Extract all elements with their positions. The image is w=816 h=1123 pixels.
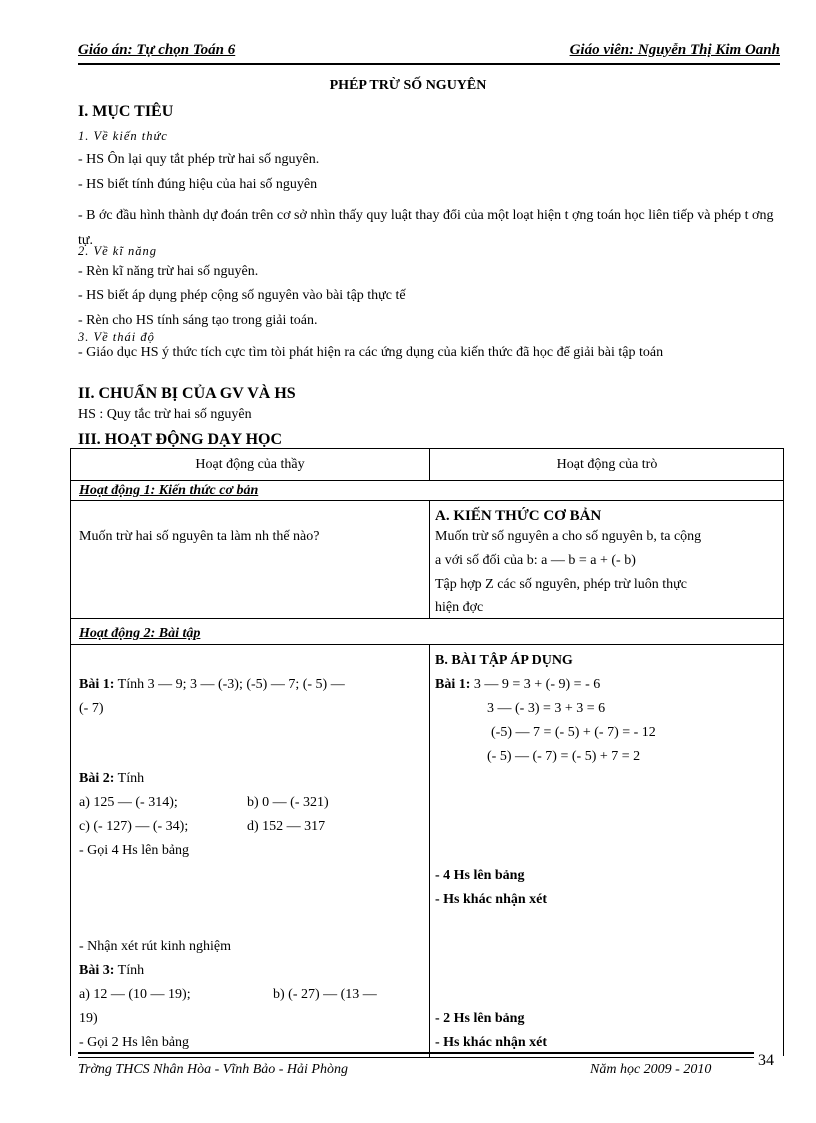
bai2-question (79, 771, 144, 787)
bai2-a: a) 125 — (- 314); (79, 795, 178, 810)
header-left: Giáo án: Tự chọn Toán 6 (78, 42, 236, 58)
knowledge-line-2: - HS biết tính đúng hiệu của hai số nguyên (78, 177, 318, 192)
bai1-label: Bài 1: (79, 677, 115, 692)
activity-1-label: Hoạt động 1: Kiến thức cơ bản (79, 483, 259, 498)
act1-student-line-2: a với số đối của b: a — b = a + (- b) (435, 553, 636, 568)
bai1-ans-label: Bài 1: (435, 677, 471, 692)
act1-student-title: A. KIẾN THỨC CƠ BẢN (435, 508, 602, 524)
footer-rule-thin (78, 1057, 754, 1058)
page-number: 34 (758, 1052, 774, 1069)
section-2-line: HS : Quy tắc trừ hai số nguyên (78, 407, 252, 422)
row-divider (71, 500, 783, 501)
bai2-review: - Nhận xét rút kinh nghiệm (79, 939, 232, 954)
footer-year: Năm học 2009 - 2010 (590, 1062, 712, 1077)
bai3-call: - Gọi 2 Hs lên bảng (79, 1035, 190, 1050)
bai3-text: Tính (117, 963, 145, 978)
bai1-answer-1 (435, 677, 600, 693)
bai3-student-2: - Hs khác nhận xét (435, 1035, 548, 1050)
skills-line-2: - HS biết áp dụng phép cộng số nguyên vào bài tập thực tế (78, 288, 406, 303)
bai2-label: Bài 2: (79, 771, 115, 786)
act1-student-line-4: hiện đợc (435, 600, 484, 615)
section-2-heading: II. CHUẨN BỊ CỦA GV VÀ HS (78, 385, 296, 402)
bai3-student-1: - 2 Hs lên bảng (435, 1011, 525, 1026)
bai1-ans-1: 3 — 9 = 3 + (- 9) = - 6 (473, 677, 601, 692)
knowledge-line-3: - B ớc đầu hình thành dự đoán trên cơ sở nhìn thấy quy luật thay đổi của một loạt hiện t ợng toán học liên tiếp và phép t ơng tự. (78, 208, 774, 248)
bai1-question-cont: (- 7) (79, 701, 104, 716)
bai1-answer-4: (- 5) — (- 7) = (- 5) + 7 = 2 (487, 749, 641, 764)
bai3-b-cont: 19) (79, 1011, 98, 1026)
col-divider-act1 (429, 500, 430, 618)
bai2-student-2: - Hs khác nhận xét (435, 892, 548, 907)
skills-line-1: - Rèn kĩ năng trừ hai số nguyên. (78, 264, 259, 279)
bai2-b: b) 0 — (- 321) (247, 795, 329, 810)
activity-table (70, 448, 784, 1056)
knowledge-line-1: - HS Ôn lại quy tắt phép trừ hai số nguyên. (78, 152, 320, 167)
section-3-heading: III. HOẠT ĐỘNG DẠY HỌC (78, 431, 283, 448)
bai3-label: Bài 3: (79, 963, 115, 978)
row-divider (71, 644, 783, 645)
student-exercise-title: B. BÀI TẬP ÁP DỤNG (435, 653, 573, 668)
bai2-d: d) 152 — 317 (247, 819, 326, 834)
row-divider (71, 480, 783, 481)
bai3-b: b) (- 27) — (13 — (273, 987, 377, 1002)
section-1-heading: I. MỤC TIÊU (78, 103, 174, 120)
act1-student-line-1: Muốn trừ số nguyên a cho số nguyên b, ta cộng (435, 529, 702, 544)
activity-2-label: Hoạt động 2: Bài tập (79, 626, 201, 641)
header-right: Giáo viên: Nguyễn Thị Kim Oanh (569, 42, 780, 58)
skills-line-3: - Rèn cho HS tính sáng tạo trong giải toán. (78, 313, 318, 328)
bai2-call: - Gọi 4 Hs lên bảng (79, 843, 190, 858)
act1-teacher-question: Muốn trừ hai số nguyên ta làm nh thế nào? (79, 529, 320, 544)
bai1-question (79, 677, 345, 693)
bai1-text: Tính 3 — 9; 3 — (-3); (-5) — 7; (- 5) — (117, 677, 345, 692)
col-header-teacher: Hoạt động của thầy (195, 457, 305, 472)
bai3-a: a) 12 — (10 — 19); (79, 987, 191, 1002)
col-header-student: Hoạt động của trò (556, 457, 658, 472)
bai1-answer-3: (-5) — 7 = (- 5) + (- 7) = - 12 (491, 725, 656, 740)
act1-student-line-3: Tập hợp Z các số nguyên, phép trừ luôn thực (435, 577, 687, 592)
bai2-student-1: - 4 Hs lên bảng (435, 868, 525, 883)
bai3-question (79, 963, 144, 979)
subheading-skills: 2. Về kĩ năng (78, 244, 157, 258)
bai2-text: Tính (117, 771, 145, 786)
footer-school: Trờng THCS Nhân Hòa - Vĩnh Bảo - Hải Phòng (78, 1062, 348, 1077)
subheading-knowledge: 1. Về kiến thức (78, 129, 168, 143)
row-divider (71, 618, 783, 619)
bai2-c: c) (- 127) — (- 34); (79, 819, 189, 834)
col-divider-act2 (429, 644, 430, 1057)
attitude-line-1: - Giáo dục HS ý thức tích cực tìm tòi phát hiện ra các ứng dụng của kiến thức đã học để giải bài tập toán (78, 345, 664, 360)
header-rule (78, 63, 780, 65)
footer-rule (78, 1052, 754, 1054)
page-title: PHÉP TRỪ SỐ NGUYÊN (329, 78, 487, 93)
bai1-answer-2: 3 — (- 3) = 3 + 3 = 6 (487, 701, 606, 716)
subheading-attitude: 3. Về thái độ (78, 330, 155, 344)
